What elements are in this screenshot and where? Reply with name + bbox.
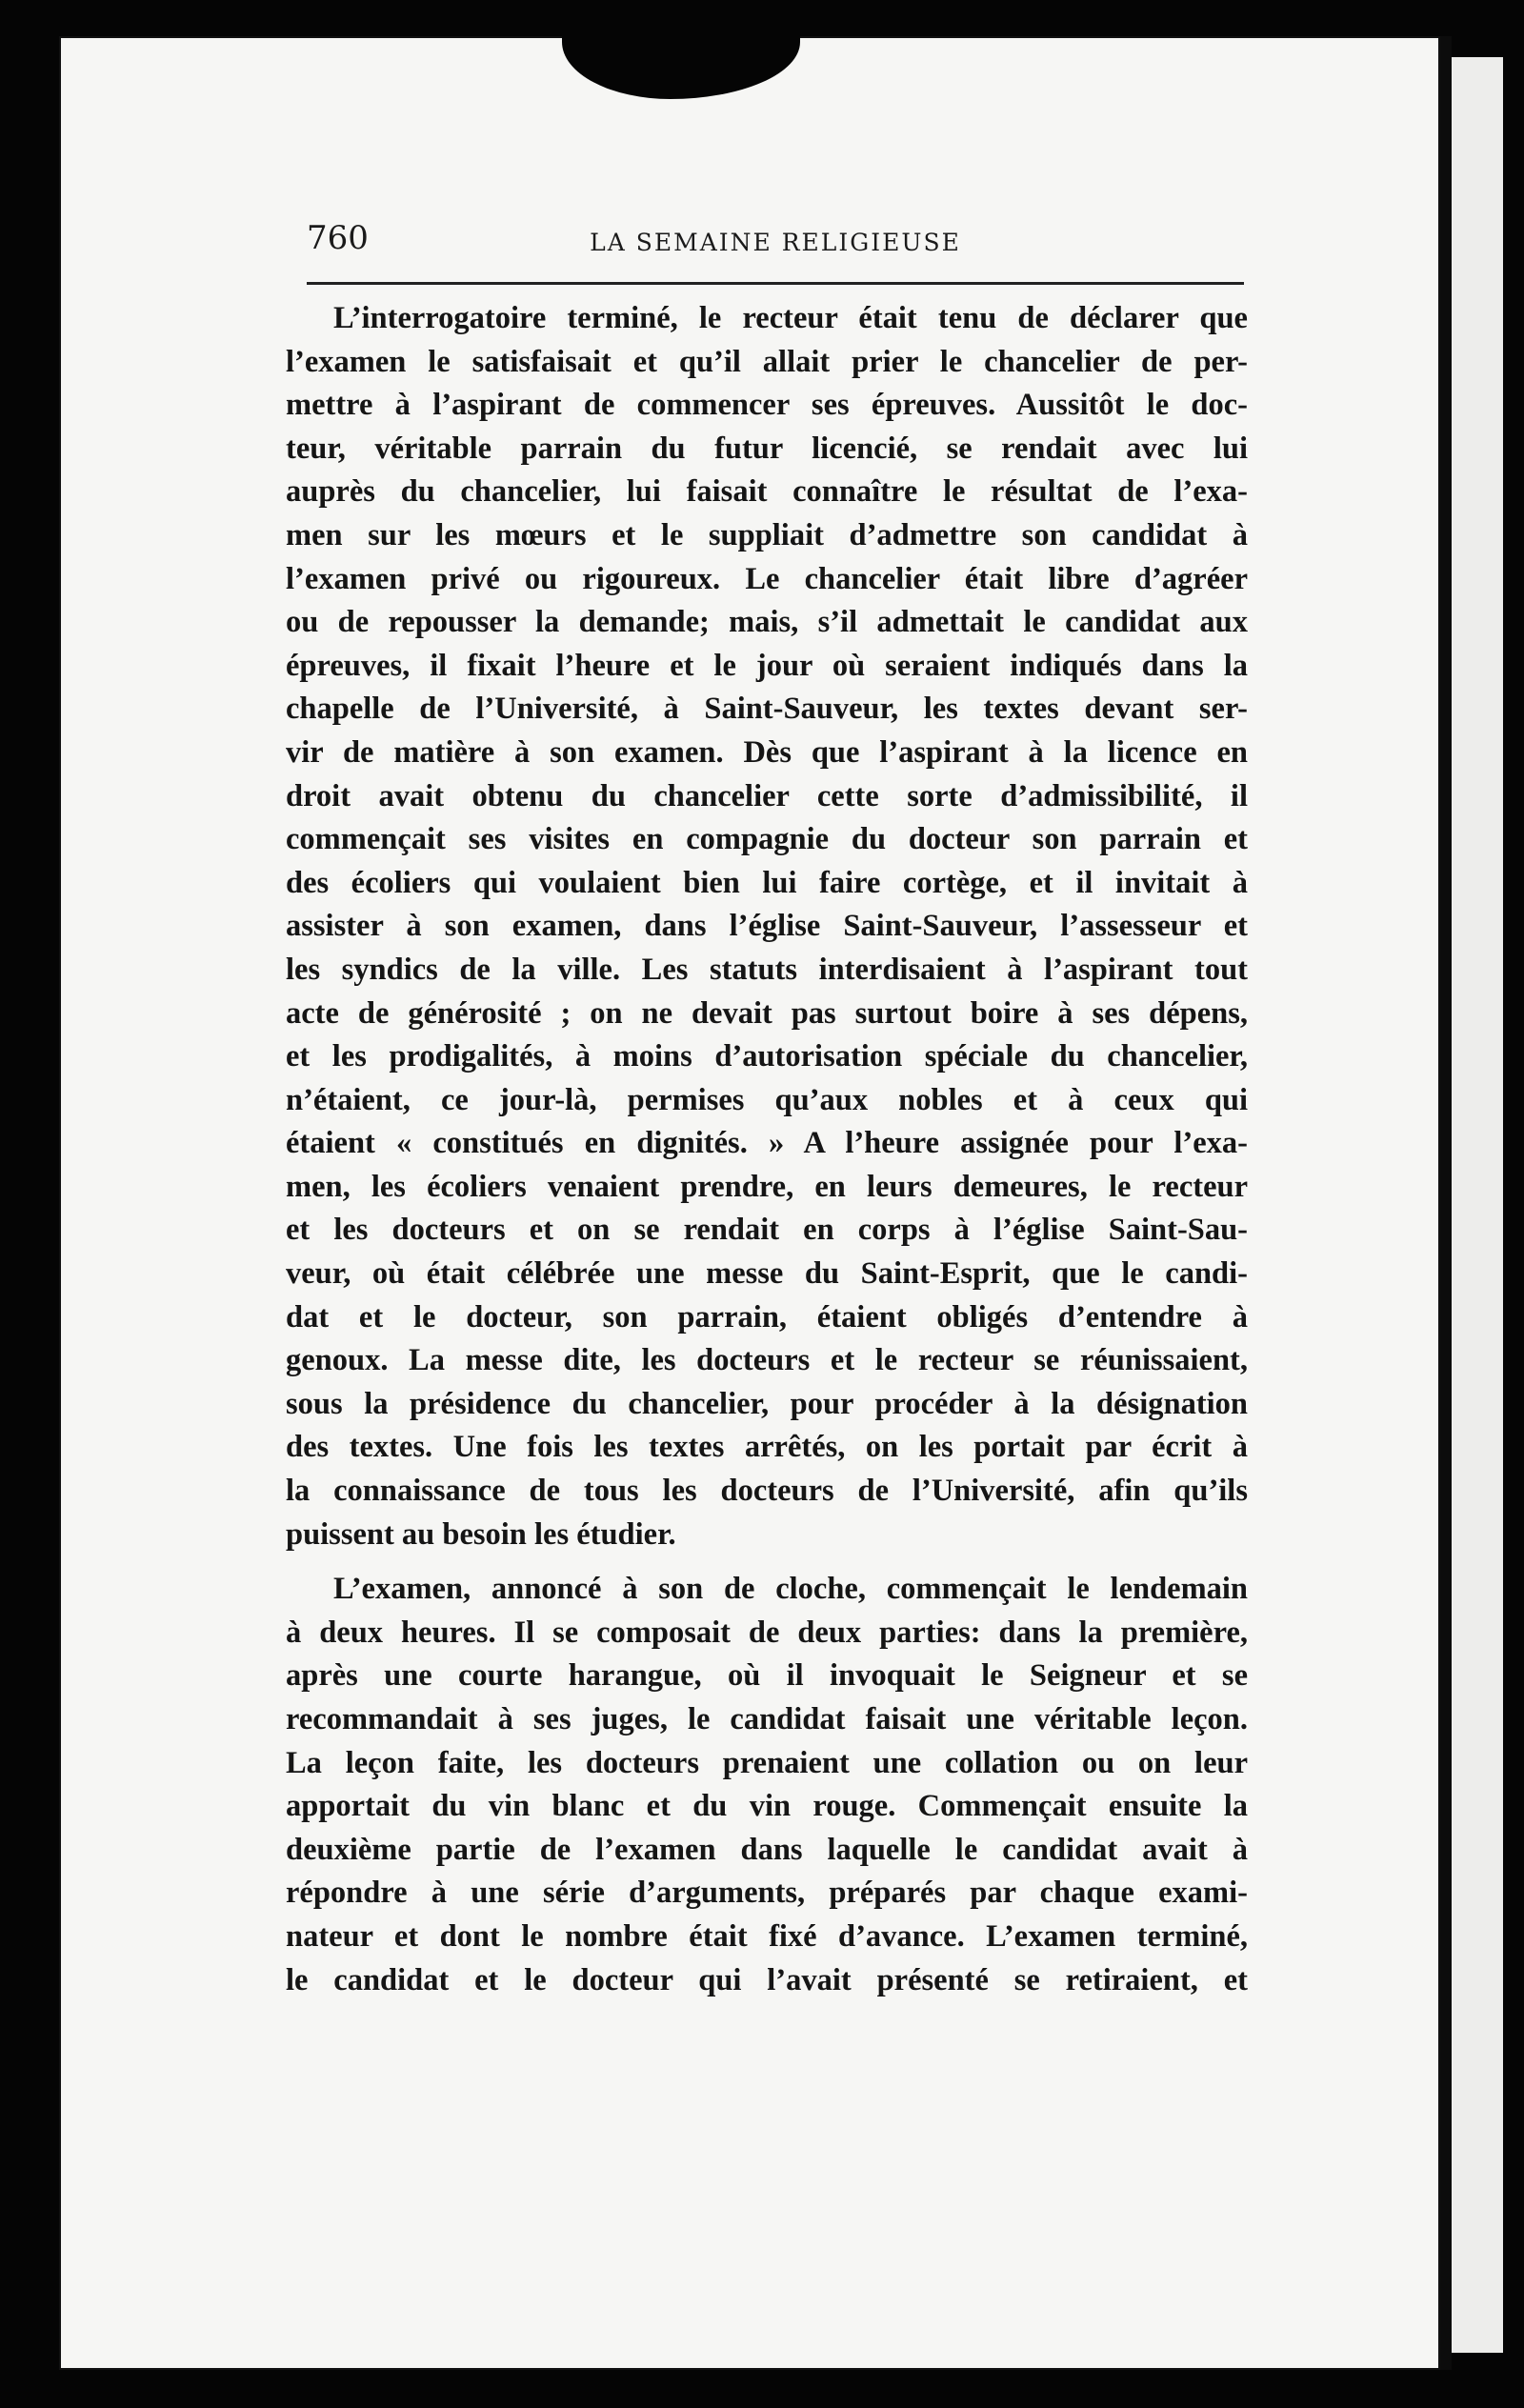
text-line: des textes. Une fois les textes arrêtés, on les portait par écrit à [286,1430,1248,1465]
text-line: commençait ses visites en compagnie du docteur son parrain et [286,822,1248,857]
text-line: genoux. La messe dite, les docteurs et le recteur se réunissaient, [286,1343,1248,1378]
body-text [286,297,1248,2002]
header-rule [307,282,1244,285]
adjacent-page-edge [1452,57,1503,2353]
text-line: La leçon faite, les docteurs prenaient une collation ou on leur [286,1745,1248,1780]
page-header [307,217,1244,269]
text-line: l’examen privé ou rigoureux. Le chancelier était libre d’agréer [286,561,1248,596]
text-line: acte de générosité ; on ne devait pas surtout boire à ses dépens, [286,995,1248,1031]
text-line: épreuves, il fixait l’heure et le jour où seraient indiqués dans la [286,648,1248,683]
text-line: sous la présidence du chancelier, pour procéder à la désignation [286,1386,1248,1421]
text-line: dat et le docteur, son parrain, étaient obligés d’entendre à [286,1299,1248,1334]
text-line: les syndics de la ville. Les statuts interdisaient à l’aspirant tout [286,952,1248,987]
text-line: men, les écoliers venaient prendre, en leurs demeures, le recteur [286,1169,1248,1204]
text-line: l’examen le satisfaisait et qu’il allait prier le chancelier de per- [286,344,1248,379]
text-line: vir de matière à son examen. Dès que l’aspirant à la licence en [286,734,1248,770]
text-line: L’interrogatoire terminé, le recteur était tenu de déclarer que [333,301,1248,335]
text-line: puissent au besoin les étudier. [286,1516,676,1552]
text-line: chapelle de l’Université, à Saint-Sauveur, les textes devant ser- [286,692,1248,727]
text-line: répondre à une série d’arguments, préparés par chaque exami- [286,1876,1248,1911]
text-line: n’étaient, ce jour-là, permises qu’aux nobles et à ceux qui [286,1082,1248,1117]
text-line: deuxième partie de l’examen dans laquelle le candidat avait à [286,1832,1248,1867]
text-line: ou de repousser la demande; mais, s’il admettait le candidat aux [286,605,1248,640]
text-line: droit avait obtenu du chancelier cette sorte d’admissibilité, il [286,778,1248,813]
text-line: la connaissance de tous les docteurs de l’Université, afin qu’ils [286,1474,1248,1509]
text-line: à deux heures. Il se composait de deux parties: dans la première, [286,1615,1248,1650]
text-line: auprès du chancelier, lui faisait connaître le résultat de l’exa- [286,474,1248,510]
page-gutter [1440,36,1452,2370]
text-line: et les docteurs et on se rendait en corps à l’église Saint-Sau- [286,1213,1248,1248]
paragraph-2 [286,1568,1248,2002]
text-line: mettre à l’aspirant de commencer ses épreuves. Aussitôt le doc- [286,388,1248,423]
text-line: et les prodigalités, à moins d’autorisation spéciale du chancelier, [286,1039,1248,1074]
text-line: nateur et dont le nombre était fixé d’avance. L’examen terminé, [286,1918,1248,1954]
text-line: apportait du vin blanc et du vin rouge. Commençait ensuite la [286,1789,1248,1824]
text-line: après une courte harangue, où il invoquait le Seigneur et se [286,1658,1248,1694]
paragraph-gap [286,1556,1248,1568]
text-line: L’examen, annoncé à son de cloche, commençait le lendemain [333,1572,1248,1607]
text-line: veur, où était célébrée une messe du Saint-Esprit, que le candi- [286,1256,1248,1292]
page-number: 760 [307,219,369,257]
text-line: teur, véritable parrain du futur licencié, se rendait avec lui [286,431,1248,466]
paragraph-1 [286,297,1248,1556]
text-line: men sur les mœurs et le suppliait d’admettre son candidat à [286,517,1248,552]
running-title: LA SEMAINE RELIGIEUSE [590,229,961,256]
text-line: étaient « constitués en dignités. » A l’heure assignée pour l’exa- [286,1126,1248,1161]
text-line: recommandait à ses juges, le candidat faisait une véritable leçon. [286,1702,1248,1736]
text-line: des écoliers qui voulaient bien lui faire cortège, et il invitait à [286,865,1248,900]
text-line: le candidat et le docteur qui l’avait présenté se retiraient, et [286,1962,1248,1997]
text-line: assister à son examen, dans l’église Saint-Sauveur, l’assesseur et [286,909,1248,944]
